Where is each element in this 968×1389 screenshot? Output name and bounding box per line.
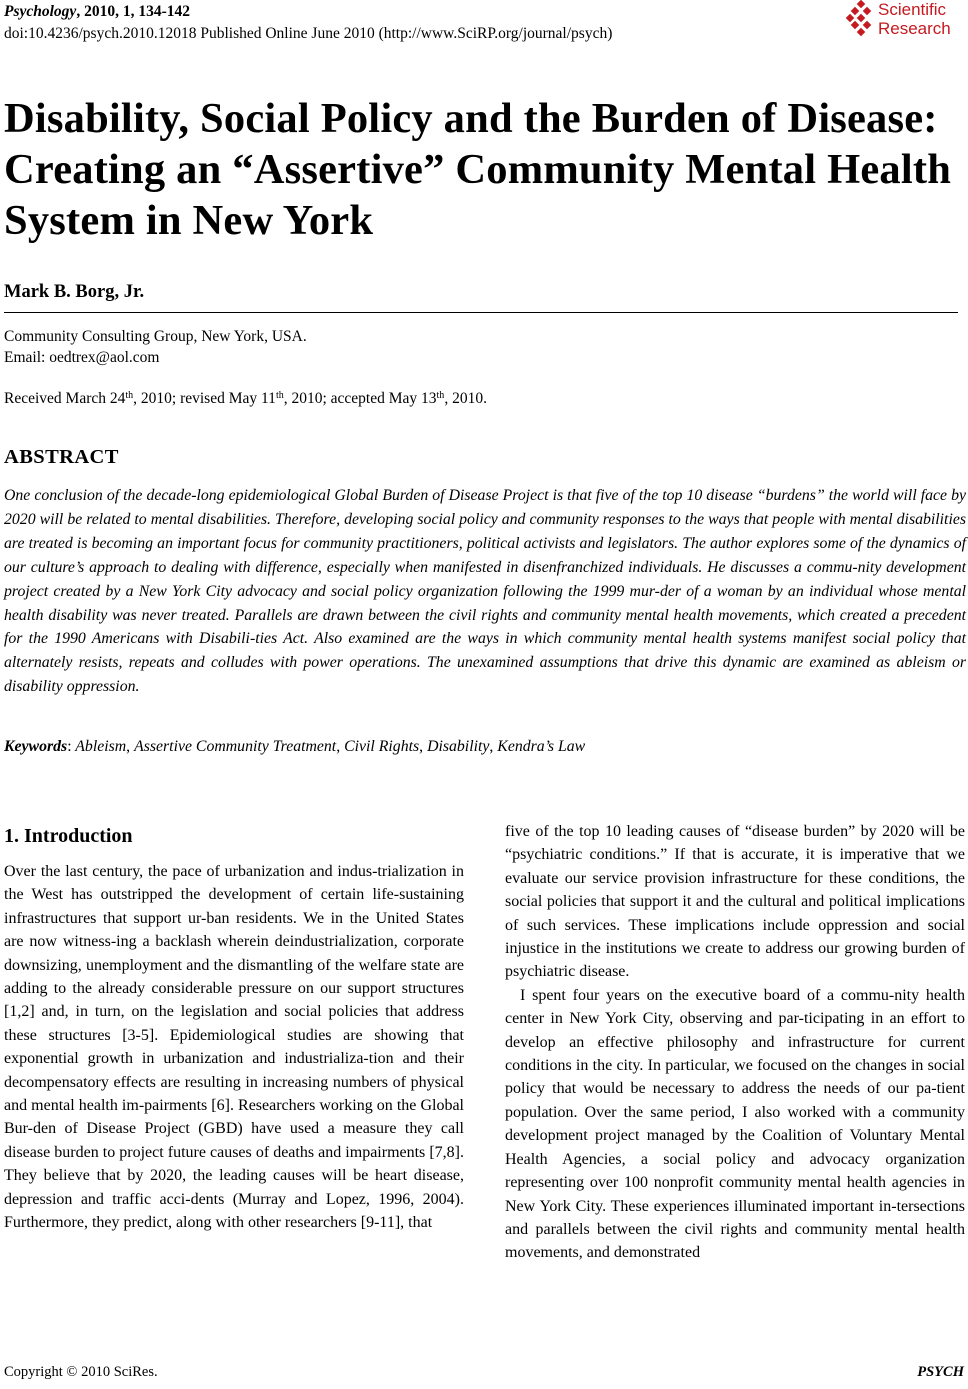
- diamond-logo-icon: [846, 0, 876, 40]
- journal-citation: [4, 2, 190, 22]
- received-suffix: , 2010.: [444, 390, 487, 407]
- footer-journal-abbr: PSYCH: [917, 1364, 964, 1380]
- revised-sup: th: [275, 390, 284, 401]
- received-dates: [4, 389, 487, 409]
- logo-line-1: Scientific: [878, 0, 947, 19]
- intro-paragraph-2: five of the top 10 leading causes of “disease burden” by 2020 will be “psychiatric conditions.” If that is accurate, it is imperative that we evaluate our service provision infrastructure for these conditions, the social policies that support it and the cultural and political implications of such services. These implications include oppression and social injustice in the institutions we create to address our growing burden of psychiatric disease.: [505, 823, 965, 981]
- keyword-item: Kendra’s Law: [497, 738, 586, 755]
- keyword-item: Civil Rights: [344, 738, 420, 755]
- journal-volume: , 2010, 1, 134-142: [76, 3, 190, 20]
- footer-copyright: Copyright © 2010 SciRes.: [4, 1364, 158, 1380]
- abstract-text: One conclusion of the decade-long epidemiological Global Burden of Disease Project is that five of the top 10 disease “burdens” the world will face by 2020 will be related to mental disabilities. Therefore, developing social policy and community responses to the ways that people with mental disabilities are treated is becoming an important focus for community practitioners, political activists and legislators. The author explores some of the dynamics of our culture’s approach to dealing with difference, especially when manifested in disenfranchized individuals. He discusses a commu-nity development project created by a New York City advocacy and social policy organization following the 1999 mur-der of a woman by an individual whose mental health disability was never treated. Parallels are drawn between the civil rights and community mental health movements, which created a precedent for the 1990 Americans with Disabili-ties Act. Also examined are the ways in which community mental health systems manifest social policy that alternately resists, repeats and colludes with power operations. The unexamined assumptions that drive this dynamic are examined as ableism or disability oppression.: [4, 487, 966, 696]
- left-column: [4, 822, 464, 1235]
- keyword-item: Assertive Community Treatment: [134, 738, 337, 755]
- keywords-label: Keywords: [4, 738, 68, 755]
- received-sup: th: [125, 390, 134, 401]
- abstract-heading: ABSTRACT: [4, 446, 119, 468]
- affiliation: Community Consulting Group, New York, USA.: [4, 328, 307, 345]
- author-name: Mark B. Borg, Jr.: [4, 282, 145, 302]
- header-divider: [4, 312, 958, 313]
- keyword-item: Disability: [427, 738, 490, 755]
- intro-paragraph-3: I spent four years on the executive board of a commu-nity health center in New York City, observing and par-ticipating in an effort to develop an effective philosophy and infrastructure for current conditions in the city. In particular, we focused on the changes in social policy that would be necessary to address the needs of our pa-tient population. Over the same period, I also worked with a community development project managed by the Coalition of Voluntary Mental Health Agencies, a social policy and advocacy organization representing over 100 nonprofit community mental health agencies in New York City. These experiences illuminated important in-tersections and parallels between the civil rights and community mental health movements, and demonstrated: [505, 986, 965, 1262]
- introduction-heading: 1. Introduction: [4, 825, 133, 847]
- logo-line-2: Research: [878, 19, 951, 38]
- accepted-prefix: , 2010; accepted May 13: [283, 390, 437, 407]
- publisher-logo: [846, 0, 964, 42]
- author-email: Email: oedtrex@aol.com: [4, 349, 160, 366]
- journal-name: Psychology: [4, 3, 77, 20]
- revised-prefix: , 2010; revised May 11: [133, 390, 276, 407]
- right-column: [505, 820, 965, 1265]
- intro-paragraph-1: Over the last century, the pace of urbanization and indus-trialization in the West has outstripped the development of certain life-sustaining infrastructures that support ur-ban residents. We in the United States are now witness-ing a backlash wherein deindustrialization, corporate downsizing, unemployment and the dismantling of the welfare state are adding to the already considerable pressure on our support structures [1,2] and, in turn, on the legislation and social policies that address these structures [3-5]. Epidemiological studies are showing that exponential growth in urbanization and industrializa-tion and their decompensatory effects are resulting in increasing numbers of physical and mental health im-pairments [6]. Researchers working on the Global Bur-den of Disease Project (GBD) have used a measure they call disease burden to project future causes of deaths and impairments [7,8]. They believe that by 2020, the leading causes will be heart disease, depression and traffic acci-dents (Murray and Lopez, 1996, 2004). Furthermore, they predict, along with other researchers [9-11], that: [4, 863, 464, 1232]
- doi-line: doi:10.4236/psych.2010.12018 Published Online June 2010 (http://www.SciRP.org/journal/psych): [4, 25, 613, 42]
- received-prefix: Received March 24: [4, 390, 126, 407]
- keywords-colon: :: [67, 738, 72, 755]
- keywords-line: Keywords: Ableism, Assertive Community Treatment, Civil Rights, Disability, Kendra’s Law: [4, 738, 586, 755]
- accepted-sup: th: [436, 390, 445, 401]
- keyword-item: Ableism: [75, 738, 127, 755]
- article-title: Disability, Social Policy and the Burden of Disease: Creating an “Assertive” Community Mental Health System in New York: [4, 95, 952, 244]
- logo-wordmark: [878, 0, 951, 38]
